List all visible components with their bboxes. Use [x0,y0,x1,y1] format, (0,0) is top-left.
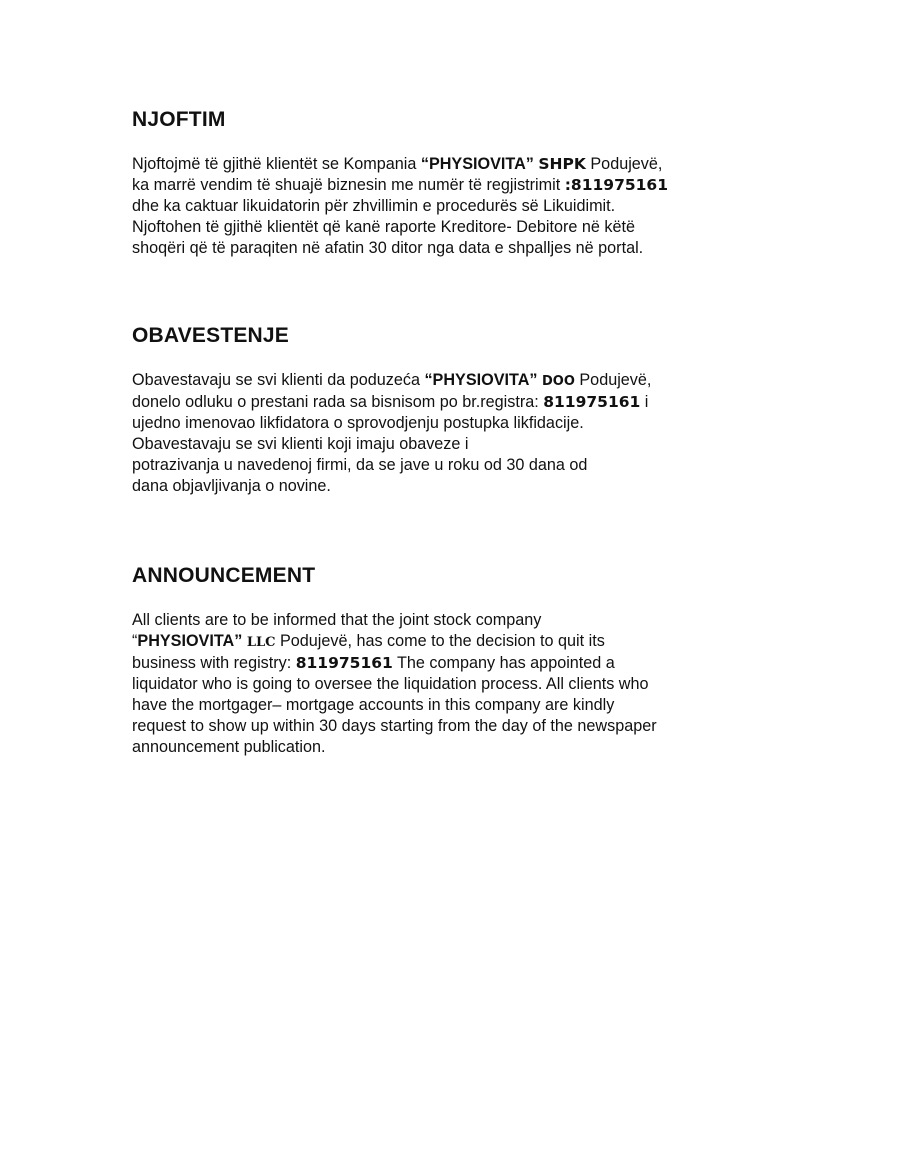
text-segment: The company has appointed a [392,654,615,672]
text-line: liquidator who is going to oversee the liquidation process. All clients who [132,675,649,693]
registration-number: 811975161 [543,393,641,411]
company-name: PHYSIOVITA” [137,632,243,650]
text-line [132,392,772,413]
notice-section-english [132,564,772,758]
text-line: Njoftohen të gjithë klientët që kanë raporte Kreditore- Debitore në këtë [132,218,636,236]
text-segment: Podujevë, [574,371,652,389]
heading-njoftim: NJOFTIM [132,108,226,131]
text-line [132,370,772,392]
text-line [132,631,772,653]
text-segment: i [640,393,649,411]
text-line: All clients are to be informed that the joint stock company [132,611,542,629]
text-line: have the mortgager– mortgage accounts in this company are kindly [132,696,615,714]
text-segment: business with registry: [132,654,296,672]
heading-announcement: ANNOUNCEMENT [132,564,316,587]
registration-number: :811975161 [564,176,668,194]
company-type: SHPK [538,155,586,173]
text-segment: Podujevë, has come to the decision to quit its [275,632,605,650]
text-line: dhe ka caktuar likuidatorin për zhvillimin e procedurës së Likuidimit. [132,197,616,215]
company-name: “PHYSIOVITA” [420,155,534,173]
company-type: DOO [541,374,575,389]
heading-obavestenje: OBAVESTENJE [132,324,290,347]
text-line: request to show up within 30 days starting from the day of the newspaper [132,717,657,735]
paragraph-albanian [132,154,772,259]
text-line: shoqëri që të paraqiten në afatin 30 ditor nga data e shpalljes në portal. [132,239,644,257]
paragraph-english [132,610,772,758]
text-line: dana objavljivanja o novine. [132,477,331,495]
notice-section-serbian [132,324,772,497]
text-segment: Njoftojmë të gjithë klientët se Kompania [132,155,421,173]
paragraph-serbian [132,370,772,497]
text-line [132,154,772,175]
text-segment: donelo odluku o prestani rada sa bisnisom po br.registra: [132,393,544,411]
text-line [132,653,772,674]
text-line [132,175,772,196]
text-line: announcement publication. [132,738,326,756]
company-name: “PHYSIOVITA” [424,371,538,389]
notice-section-albanian [132,108,772,259]
text-segment: ka marrë vendim të shuajë biznesin me numër të regjistrimit [132,176,565,194]
text-segment: Obavestavaju se svi klienti da poduzeća [132,371,425,389]
text-line: ujedno imenovao likfidatora o sprovodjenju postupka likfidacije. [132,414,584,432]
registration-number: 811975161 [295,654,393,672]
text-segment: “ [132,632,138,650]
text-line: potrazivanja u navedenoj firmi, da se jave u roku od 30 dana od [132,456,588,474]
text-segment: Podujevë, [585,155,663,173]
company-type: LLC [246,635,276,650]
text-line: Obavestavaju se svi klienti koji imaju obaveze i [132,435,469,453]
